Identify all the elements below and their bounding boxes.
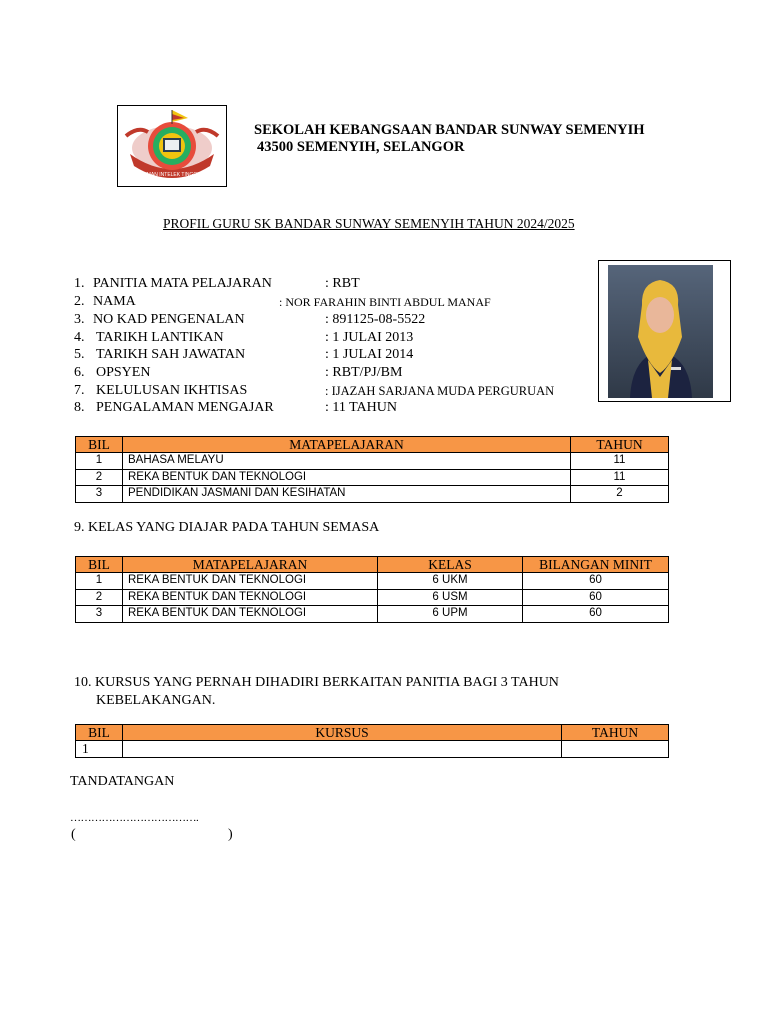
courses-table	[75, 724, 669, 758]
signature-open-paren: (	[71, 827, 76, 842]
header-bil: BIL	[76, 437, 123, 453]
profile-label: NAMA	[93, 294, 136, 309]
table-row: 2 REKA BENTUK DAN TEKNOLOGI 6 USM 60	[76, 589, 669, 606]
profile-value: : 11 TAHUN	[325, 400, 397, 415]
header-tahun: TAHUN	[562, 725, 669, 741]
school-address: 43500 SEMENYIH, SELANGOR	[257, 139, 465, 155]
header-kelas: KELAS	[378, 557, 523, 573]
header-kursus: KURSUS	[123, 725, 562, 741]
header-bil: BIL	[76, 557, 123, 573]
profile-value: : RBT	[325, 276, 360, 291]
header-matapelajaran: MATAPELAJARAN	[123, 557, 378, 573]
profile-value: : 891125-08-5522	[325, 312, 426, 327]
profile-label: KELULUSAN IKHTISAS	[96, 383, 248, 398]
header-bilangan-minit: BILANGAN MINIT	[523, 557, 669, 573]
profile-label: TARIKH SAH JAWATAN	[96, 347, 246, 362]
school-header	[254, 122, 645, 156]
school-logo	[118, 106, 226, 186]
table-header-row	[76, 437, 669, 453]
section-10-heading: 10. KURSUS YANG PERNAH DIHADIRI BERKAITAN PANITIA BAGI 3 TAHUN	[74, 675, 559, 690]
signature-close-paren: )	[228, 827, 233, 842]
teacher-photo-frame	[598, 260, 731, 402]
table-row: 3 REKA BENTUK DAN TEKNOLOGI 6 UPM 60	[76, 606, 669, 623]
table-header-row	[76, 557, 669, 573]
table-row: 3 PENDIDIKAN JASMANI DAN KESIHATAN 2	[76, 486, 669, 503]
school-logo-frame	[117, 105, 227, 187]
classes-table	[75, 556, 669, 623]
header-bil: BIL	[76, 725, 123, 741]
profile-value: : NOR FARAHIN BINTI ABDUL MANAF	[279, 295, 491, 309]
school-name: SEKOLAH KEBANGSAAN BANDAR SUNWAY SEMENYIH	[254, 122, 645, 138]
subjects-table	[75, 436, 669, 503]
profile-label: NO KAD PENGENALAN	[93, 312, 245, 327]
table-header-row	[76, 725, 669, 741]
signature-line: ……………………………….	[70, 812, 199, 824]
table-row: 1 REKA BENTUK DAN TEKNOLOGI 6 UKM 60	[76, 573, 669, 590]
teacher-photo	[608, 265, 713, 398]
profile-value: : IJAZAH SARJANA MUDA PERGURUAN	[325, 384, 555, 398]
table-row: 1 BAHASA MELAYU 11	[76, 453, 669, 470]
profile-value: : RBT/PJ/BM	[325, 365, 403, 380]
page-title: PROFIL GURU SK BANDAR SUNWAY SEMENYIH TAHUN 2024/2025	[163, 216, 575, 231]
profile-label: TARIKH LANTIKAN	[96, 330, 224, 345]
table-row: 1	[76, 741, 669, 758]
table-row: 2 REKA BENTUK DAN TEKNOLOGI 11	[76, 469, 669, 486]
header-matapelajaran: MATAPELAJARAN	[123, 437, 571, 453]
section-10-heading-cont: KEBELAKANGAN.	[96, 693, 216, 708]
profile-value: : 1 JULAI 2013	[325, 330, 414, 345]
profile-value: : 1 JULAI 2014	[325, 347, 414, 362]
header-tahun: TAHUN	[571, 437, 669, 453]
profile-label: PANITIA MATA PELAJARAN	[93, 276, 272, 291]
section-9-heading: 9. KELAS YANG DIAJAR PADA TAHUN SEMASA	[74, 520, 380, 535]
logo-motto: IMAN INTELEK TINGGI	[145, 172, 199, 178]
profile-label: PENGALAMAN MENGAJAR	[96, 400, 274, 415]
signature-label: TANDATANGAN	[70, 774, 175, 789]
profile-label: OPSYEN	[96, 365, 151, 380]
